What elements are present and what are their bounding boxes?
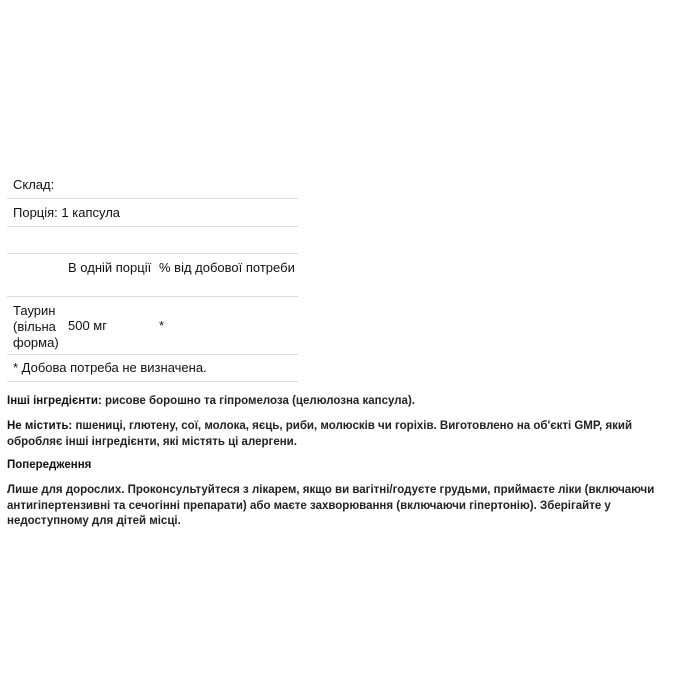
other-ingredients-label: Інші інгредієнти: xyxy=(7,395,102,407)
footnote: * Добова потреба не визначена. xyxy=(13,360,207,375)
facts-heading: Склад: xyxy=(13,176,55,192)
nutrient-row xyxy=(7,297,298,355)
daily-value-header: % від добової потреби xyxy=(159,260,295,275)
warnings-heading: Попередження xyxy=(7,459,92,471)
supplement-facts-table xyxy=(7,171,298,382)
footnote-row xyxy=(7,355,298,382)
nutrient-daily-value: * xyxy=(159,317,165,333)
does-not-contain-text: пшениці, глютену, сої, молока, яєць, риби, молюсків чи горіхів. Виготовлено на об'єкті GMP, який обробляє інші інгредієнти, які містять ці алергени. xyxy=(7,420,633,448)
serving-size-row xyxy=(7,199,298,227)
does-not-contain-label: Не містить: xyxy=(7,420,73,432)
other-ingredients-text: рисове борошно та гіпромелоза (целюлозна капсула). xyxy=(105,395,415,407)
serving-size: Порція: 1 капсула xyxy=(13,204,121,220)
per-serving-header: В одній порції xyxy=(68,260,152,275)
column-header-row xyxy=(7,254,298,297)
spacer-row xyxy=(7,227,298,254)
nutrient-column-header xyxy=(7,260,62,296)
other-ingredients-paragraph xyxy=(7,394,685,410)
facts-heading-row xyxy=(7,171,298,199)
does-not-contain-paragraph xyxy=(7,419,685,450)
nutrient-amount: 500 мг xyxy=(68,317,107,333)
nutrient-name: Таурин (вільна форма) xyxy=(13,303,59,350)
warnings-text: Лише для дорослих. Проконсультуйтеся з лікарем, якщо ви вагітні/годуєте грудьми, приймаєте ліки (включаючи антигіпертензивні та сечогінні препарати) або маєте захворювання (включаючи гіпертонію). Зберігайте у недоступному для дітей місці. xyxy=(7,484,655,527)
